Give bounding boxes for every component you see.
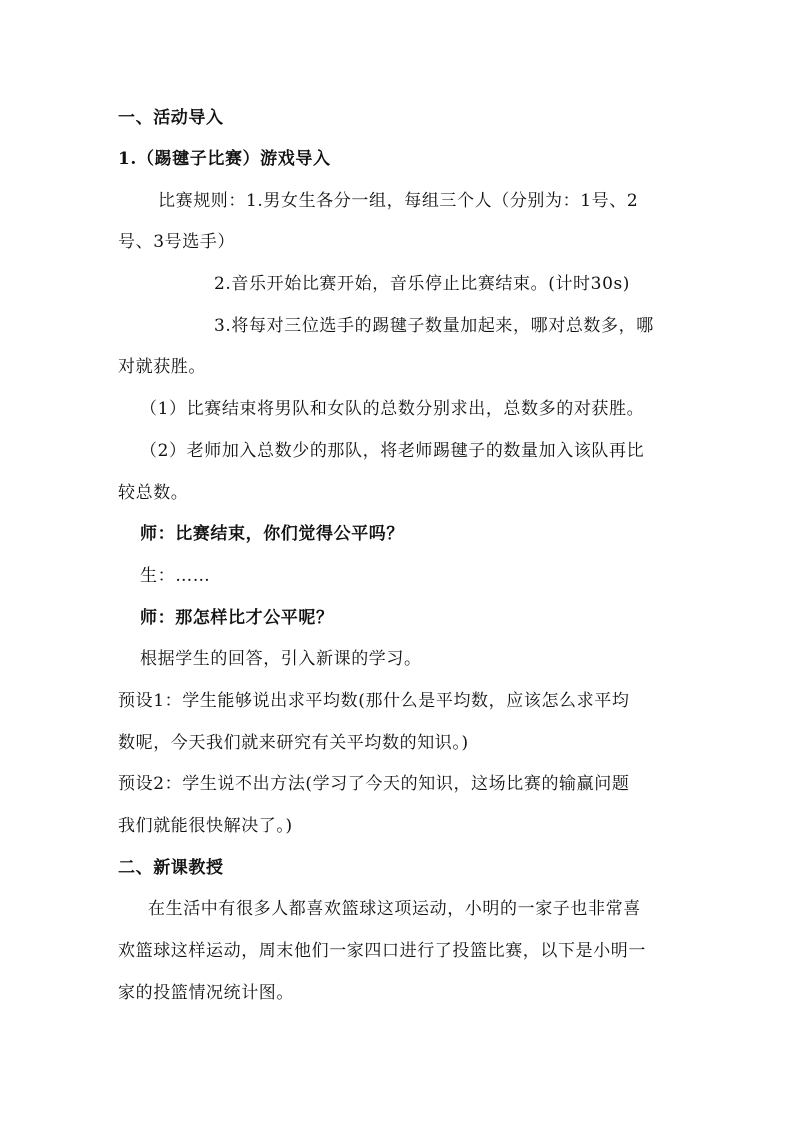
step-1: （1）比赛结束将男队和女队的总数分别求出，总数多的对获胜。 bbox=[140, 399, 645, 419]
step-2-line-1: （2）老师加入总数少的那队，将老师踢毽子的数量加入该队再比 bbox=[140, 441, 645, 461]
section-heading-new-lesson: 二、新课教授 bbox=[118, 858, 224, 878]
preset-2-line-2: 我们就能很快解决了。) bbox=[118, 816, 293, 836]
preset-1-line-1: 预设1：学生能够说出求平均数(那什么是平均数，应该怎么求平均 bbox=[118, 691, 630, 711]
preset-1-line-2: 数呢，今天我们就来研究有关平均数的知识。) bbox=[118, 733, 469, 753]
subheading-shuttlecock-game: 1.（踢毽子比赛）游戏导入 bbox=[118, 149, 331, 169]
paragraph-line-1: 在生活中有很多人都喜欢篮球这项运动，小明的一家子也非常喜 bbox=[148, 899, 641, 919]
student-answer-1: 生：…… bbox=[140, 566, 211, 586]
section-heading-activity-intro: 一、活动导入 bbox=[118, 108, 224, 128]
rules-line-2: 号、3号选手） bbox=[118, 232, 236, 252]
rule-3-line-2: 对就获胜。 bbox=[118, 357, 206, 377]
teacher-question-2: 师：那怎样比才公平呢？ bbox=[140, 608, 334, 628]
paragraph-line-2: 欢篮球这样运动，周末他们一家四口进行了投篮比赛，以下是小明一 bbox=[118, 941, 646, 961]
teacher-question-1: 师：比赛结束，你们觉得公平吗？ bbox=[140, 524, 404, 544]
lead-in-text: 根据学生的回答，引入新课的学习。 bbox=[140, 649, 422, 669]
rules-line-1: 比赛规则：1.男女生各分一组，每组三个人（分别为：1号、2 bbox=[158, 191, 639, 211]
paragraph-line-3: 家的投篮情况统计图。 bbox=[118, 983, 294, 1003]
step-2-line-2: 较总数。 bbox=[118, 483, 189, 503]
rule-3-line-1: 3.将每对三位选手的踢毽子数量加起来，哪对总数多，哪 bbox=[214, 316, 654, 336]
rule-2: 2.音乐开始比赛开始，音乐停止比赛结束。(计时30s) bbox=[214, 274, 631, 294]
preset-2-line-1: 预设2：学生说不出方法(学习了今天的知识，这场比赛的输赢问题 bbox=[118, 774, 630, 794]
